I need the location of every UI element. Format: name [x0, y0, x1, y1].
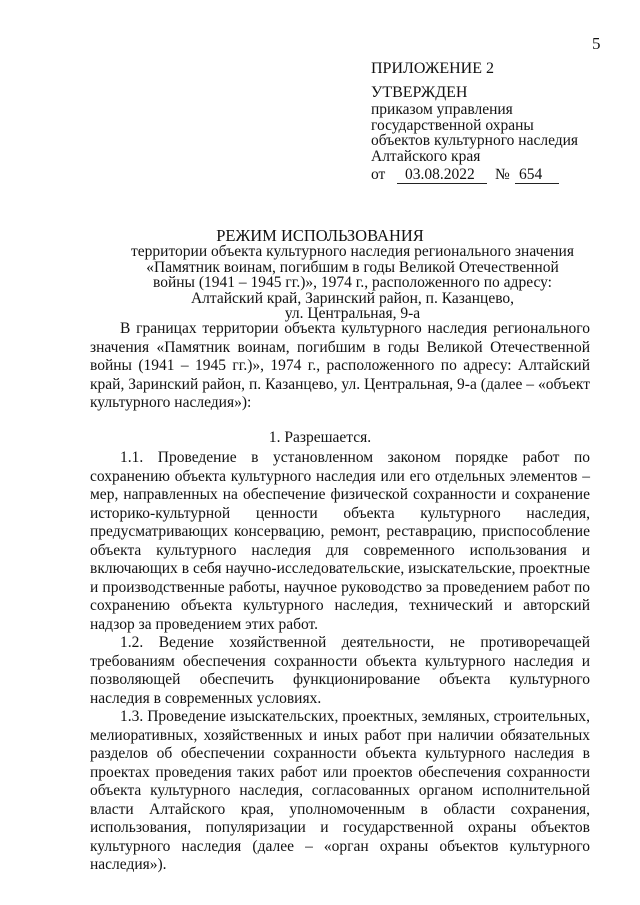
- section-1-heading: 1. Разрешается.: [268, 429, 372, 446]
- subtitle-line: «Памятник воинам, погибшим в годы Великой Отечественной: [146, 258, 559, 276]
- item-1-2: 1.2. Ведение хозяйственной деятельности, не противоречащей требованиям обеспечения сохранности объекта культурного наследия и позволяющей обеспечить функционирование объекта культурного наследия в современных условиях.: [90, 634, 590, 707]
- subtitle-line: территории объекта культурного наследия регионального значения: [131, 243, 574, 260]
- order-date: 03.08.2022: [397, 166, 487, 184]
- approved-label: УТВЕРЖДЕН: [371, 84, 468, 101]
- approval-line: приказом управления: [371, 101, 513, 118]
- subtitle-line: Алтайский край, Заринский район, п. Казанцево,: [190, 289, 515, 307]
- order-number: 654: [515, 166, 559, 184]
- document-subtitle: [120, 244, 585, 322]
- item-1-3: 1.3. Проведение изыскательских, проектных, земляных, строительных, мелиоративных, хозяйственных и иных работ при наличии обязательных разделов об обеспечении сохранности объекта культурного наследия в проектах проведения таких работ или проектов обеспечения сохранности объекта культурного наследия, согласованных органом исполнительной власти Алтайского края, уполномоченным в области сохранения, использования, популяризации и государственной охраны объектов культурного наследия (далее – «орган охраны объектов культурного наследия»).: [90, 708, 590, 873]
- approval-line: Алтайского края: [371, 147, 481, 165]
- from-label: от: [371, 166, 386, 183]
- approval-line: государственной охраны: [371, 116, 534, 134]
- document-title: РЕЖИМ ИСПОЛЬЗОВАНИЯ: [216, 226, 424, 245]
- number-label: №: [495, 166, 510, 183]
- intro-paragraph: В границах территории объекта культурного наследия регионального значения «Памятник воинам, погибшим в годы Великой Отечественной войны (1941 – 1945 гг.)», 1974 г., расположенного по адресу: Алтайский край, Заринский район, п. Казанцево, ул. Центральная, 9-а (далее – «объект культурного наследия»):: [90, 320, 590, 411]
- subtitle-line: ул. Центральная, 9-а: [284, 305, 421, 322]
- intro-paragraph-block: [90, 320, 590, 413]
- approval-line: объектов культурного наследия: [371, 132, 579, 149]
- item-1-1: 1.1. Проведение в установленном законом порядке работ по сохранению объекта культурного наследия или его отдельных элементов – мер, направленных на обеспечение физической сохранности и сохранение историко-культурной ценности объекта культурного наследия, предусматривающих консервацию, ремонт, реставрацию, приспособление объекта культурного наследия для современного использования и включающих в себя научно-исследовательские, изыскательские, проектные и производственные работы, научное руководство за проведением работ по сохранению объекта культурного наследия, технический и авторский надзор за проведением этих работ.: [90, 449, 590, 633]
- page-number: 5: [592, 34, 601, 53]
- appendix-title: ПРИЛОЖЕНИЕ 2: [371, 60, 495, 77]
- approval-block: [371, 60, 578, 186]
- section-1-body: [90, 449, 590, 875]
- order-details: [371, 166, 578, 186]
- subtitle-line: войны (1941 – 1945 гг.)», 1974 г., расположенного по адресу:: [153, 274, 552, 291]
